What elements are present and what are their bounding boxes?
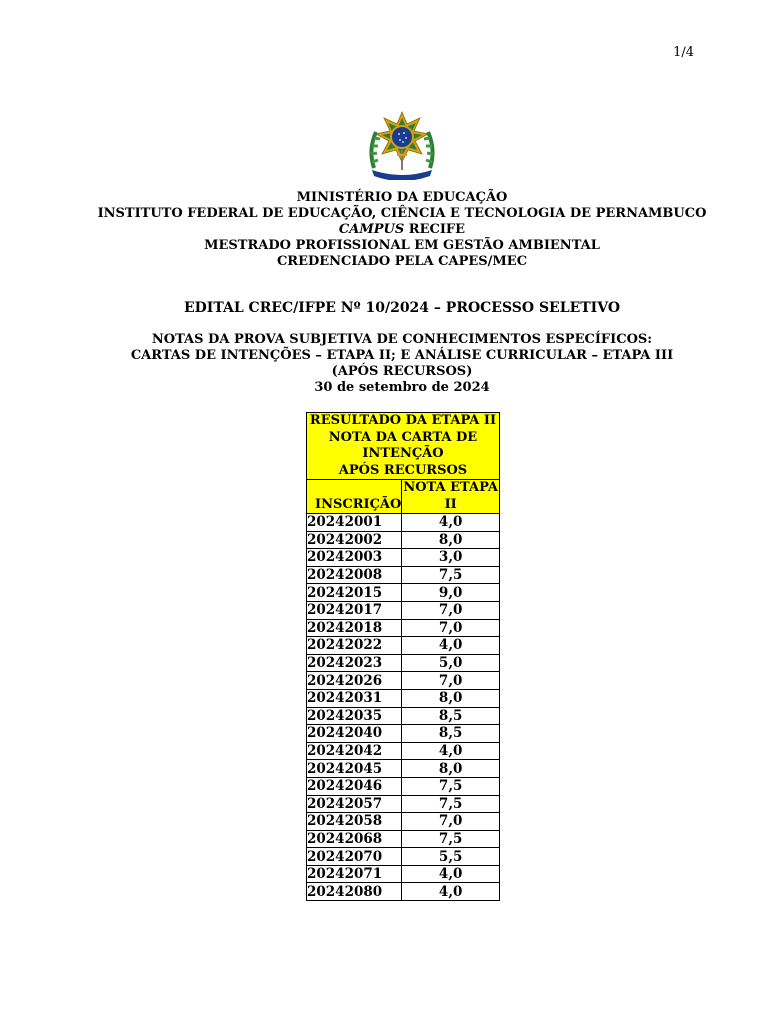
edital-title: EDITAL CREC/IFPE Nº 10/2024 – PROCESSO SELETIVO bbox=[183, 300, 621, 316]
program-name: MESTRADO PROFISSIONAL EM GESTÃO AMBIENTAL bbox=[204, 238, 600, 253]
nota-cell: 4,0 bbox=[402, 742, 500, 760]
table-row bbox=[307, 531, 500, 549]
inscricao-cell: 20242042 bbox=[307, 742, 402, 760]
inscricao-cell: 20242023 bbox=[307, 654, 402, 672]
table-row bbox=[307, 813, 500, 831]
subtitle-line-1: NOTAS DA PROVA SUBJETIVA DE CONHECIMENTOS ESPECÍFICOS: bbox=[151, 332, 653, 347]
nota-cell: 9,0 bbox=[402, 584, 500, 602]
campus-label: CAMPUS bbox=[338, 222, 405, 237]
nota-cell: 8,0 bbox=[402, 531, 500, 549]
nota-cell: 7,5 bbox=[402, 777, 500, 795]
table-title-line: INTENÇÃO bbox=[362, 446, 444, 461]
table-row bbox=[307, 637, 500, 655]
column-header-nota bbox=[402, 480, 500, 514]
table-title-line: NOTA DA CARTA DE bbox=[328, 429, 478, 445]
inscricao-cell: 20242022 bbox=[307, 637, 402, 655]
table-row bbox=[307, 830, 500, 848]
inscricao-cell: 20242080 bbox=[307, 883, 402, 901]
nota-cell: 8,5 bbox=[402, 725, 500, 743]
ministry-name: MINISTÉRIO DA EDUCAÇÃO bbox=[296, 190, 508, 205]
document-subtitle bbox=[0, 332, 768, 396]
inscricao-cell: 20242035 bbox=[307, 707, 402, 725]
nota-cell: 5,5 bbox=[402, 848, 500, 866]
document-date: 30 de setembro de 2024 bbox=[314, 380, 490, 395]
table-title bbox=[307, 413, 500, 480]
brazil-coat-of-arms-icon bbox=[364, 110, 440, 180]
inscricao-cell: 20242018 bbox=[307, 619, 402, 637]
nota-cell: 7,0 bbox=[402, 601, 500, 619]
campus-city: RECIFE bbox=[404, 222, 466, 237]
institution-header bbox=[0, 190, 768, 270]
table-row bbox=[307, 601, 500, 619]
table-title-line: APÓS RECURSOS bbox=[338, 462, 468, 478]
nota-cell: 4,0 bbox=[402, 514, 500, 532]
table-row bbox=[307, 689, 500, 707]
table-title-line: RESULTADO DA ETAPA II bbox=[309, 413, 497, 428]
nota-cell: 7,0 bbox=[402, 813, 500, 831]
inscricao-cell: 20242068 bbox=[307, 830, 402, 848]
table-row bbox=[307, 848, 500, 866]
table-row bbox=[307, 654, 500, 672]
inscricao-cell: 20242015 bbox=[307, 584, 402, 602]
nota-cell: 3,0 bbox=[402, 549, 500, 567]
inscricao-cell: 20242057 bbox=[307, 795, 402, 813]
inscricao-cell: 20242045 bbox=[307, 760, 402, 778]
nota-cell: 7,5 bbox=[402, 566, 500, 584]
table-row bbox=[307, 584, 500, 602]
table-row bbox=[307, 795, 500, 813]
inscricao-cell: 20242040 bbox=[307, 725, 402, 743]
inscricao-cell: 20242026 bbox=[307, 672, 402, 690]
table-row bbox=[307, 549, 500, 567]
column-header-inscricao: INSCRIÇÃO bbox=[307, 480, 402, 514]
table-body bbox=[307, 514, 500, 901]
table-row bbox=[307, 725, 500, 743]
subtitle-line-2: CARTAS DE INTENÇÕES – ETAPA II; E ANÁLISE CURRICULAR – ETAPA III bbox=[130, 348, 674, 363]
nota-cell: 8,5 bbox=[402, 707, 500, 725]
column-header-nota-line: II bbox=[444, 496, 457, 512]
table-row bbox=[307, 760, 500, 778]
results-table bbox=[306, 412, 500, 901]
inscricao-cell: 20242008 bbox=[307, 566, 402, 584]
table-row bbox=[307, 777, 500, 795]
nota-cell: 4,0 bbox=[402, 865, 500, 883]
inscricao-cell: 20242003 bbox=[307, 549, 402, 567]
inscricao-cell: 20242070 bbox=[307, 848, 402, 866]
table-row bbox=[307, 865, 500, 883]
nota-cell: 7,0 bbox=[402, 619, 500, 637]
nota-cell: 8,0 bbox=[402, 689, 500, 707]
inscricao-cell: 20242046 bbox=[307, 777, 402, 795]
campus-name bbox=[0, 222, 768, 238]
inscricao-cell: 20242001 bbox=[307, 514, 402, 532]
column-header-nota-line: NOTA ETAPA bbox=[403, 480, 498, 495]
nota-cell: 4,0 bbox=[402, 883, 500, 901]
nota-cell: 8,0 bbox=[402, 760, 500, 778]
institute-name: INSTITUTO FEDERAL DE EDUCAÇÃO, CIÊNCIA E TECNOLOGIA DE PERNAMBUCO bbox=[97, 206, 707, 221]
nota-cell: 5,0 bbox=[402, 654, 500, 672]
table-row bbox=[307, 707, 500, 725]
table-row bbox=[307, 672, 500, 690]
accreditation: CREDENCIADO PELA CAPES/MEC bbox=[276, 254, 528, 269]
nota-cell: 7,5 bbox=[402, 830, 500, 848]
inscricao-cell: 20242002 bbox=[307, 531, 402, 549]
inscricao-cell: 20242058 bbox=[307, 813, 402, 831]
table-row bbox=[307, 883, 500, 901]
nota-cell: 7,5 bbox=[402, 795, 500, 813]
page-number: 1/4 bbox=[673, 45, 694, 60]
table-row bbox=[307, 619, 500, 637]
subtitle-line-3: (APÓS RECURSOS) bbox=[331, 364, 473, 379]
table-row bbox=[307, 514, 500, 532]
table-row bbox=[307, 742, 500, 760]
inscricao-cell: 20242017 bbox=[307, 601, 402, 619]
inscricao-cell: 20242031 bbox=[307, 689, 402, 707]
nota-cell: 7,0 bbox=[402, 672, 500, 690]
table-row bbox=[307, 566, 500, 584]
inscricao-cell: 20242071 bbox=[307, 865, 402, 883]
nota-cell: 4,0 bbox=[402, 637, 500, 655]
